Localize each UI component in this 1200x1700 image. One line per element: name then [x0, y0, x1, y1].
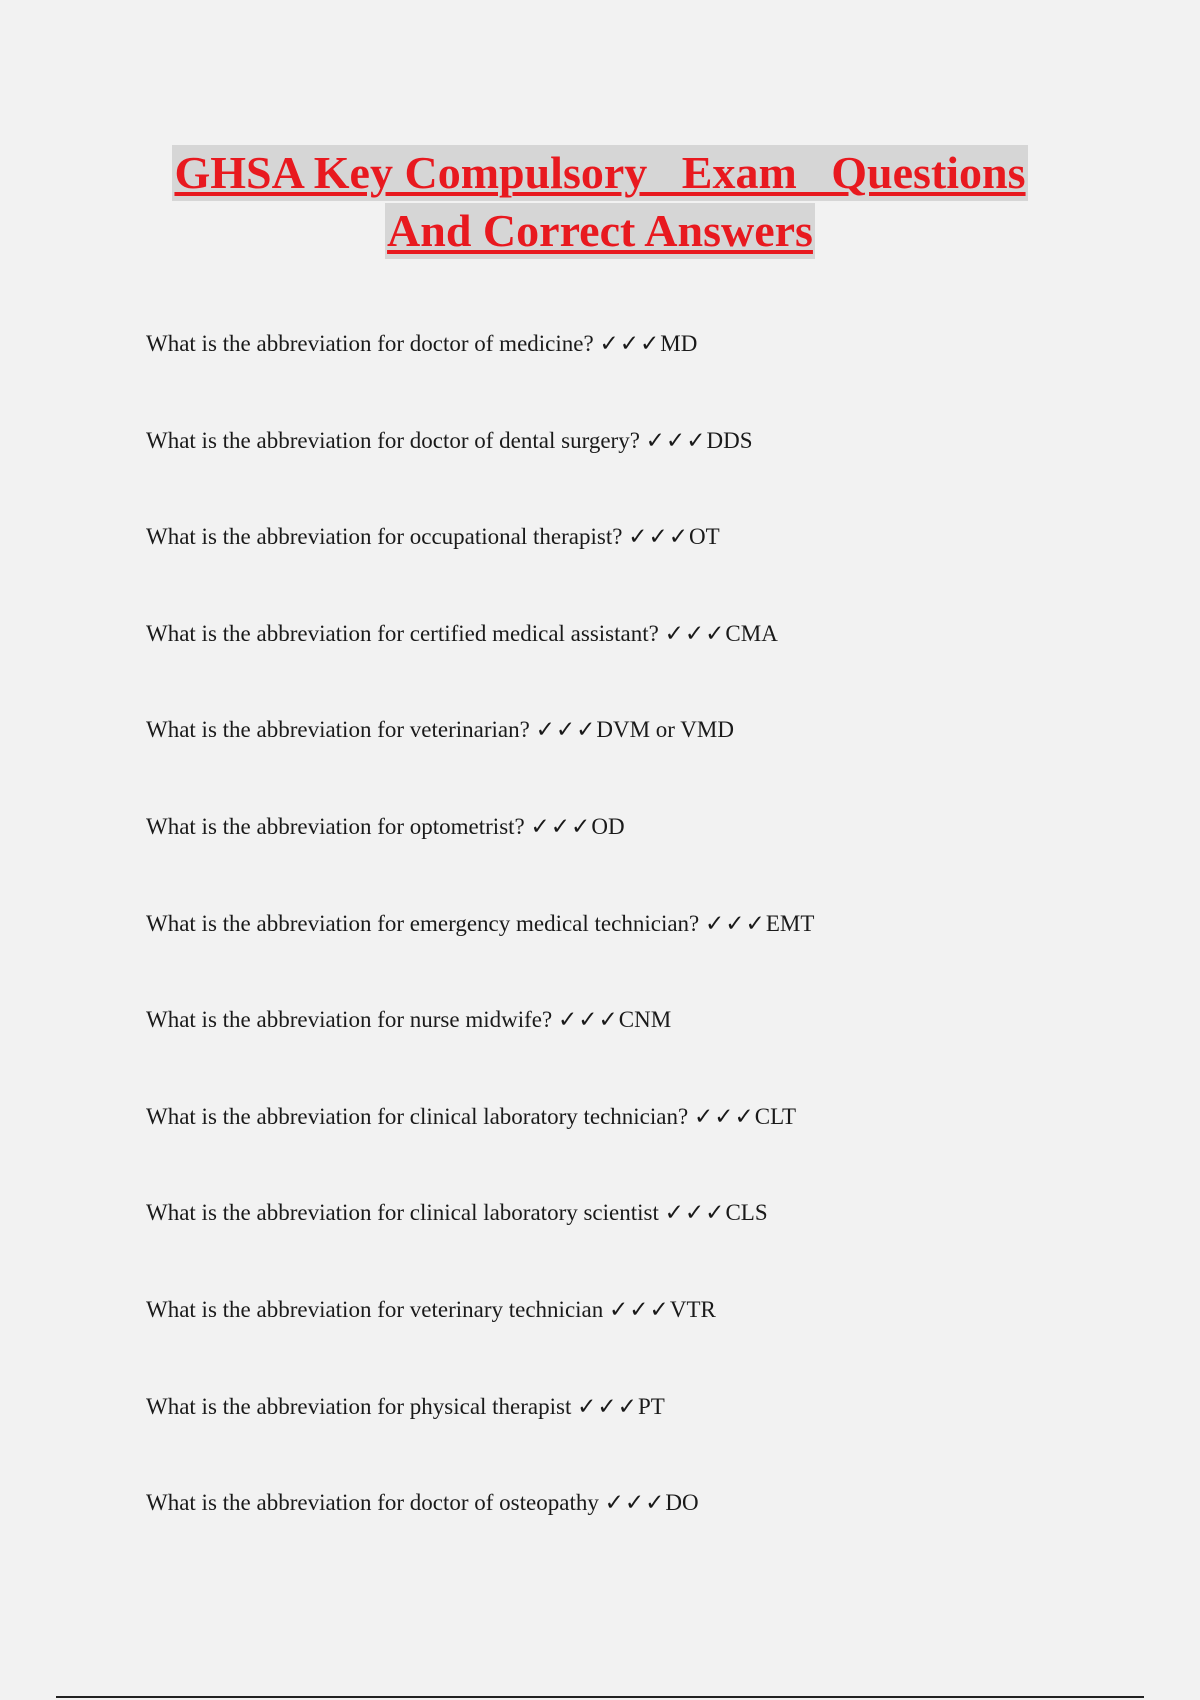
qa-item [146, 808, 1106, 905]
check-marks-icon: ✓✓✓ [628, 524, 690, 550]
footer-divider [56, 1696, 1144, 1698]
answer-text: CLT [754, 1103, 797, 1129]
answer-text: CMA [725, 620, 778, 646]
answer-text: EMT [765, 910, 815, 936]
document-title [140, 145, 1060, 261]
qa-item [146, 1291, 1106, 1388]
qa-list [146, 325, 1106, 1581]
answer-text: DO [665, 1490, 699, 1516]
qa-item [146, 905, 1106, 1002]
check-marks-icon: ✓✓✓ [530, 813, 592, 839]
question-text: What is the abbreviation for clinical laboratory scientist [146, 1200, 659, 1226]
answer-text: VTR [669, 1296, 716, 1322]
question-text: What is the abbreviation for doctor of osteopathy [146, 1490, 599, 1516]
question-text: What is the abbreviation for clinical laboratory technician? [146, 1103, 689, 1129]
question-text: What is the abbreviation for doctor of dental surgery? [146, 427, 640, 453]
check-marks-icon: ✓✓✓ [577, 1393, 638, 1419]
question-text: What is the abbreviation for veterinary technician [146, 1296, 604, 1322]
title-line-1: GHSA Key Compulsory Exam Questions [172, 145, 1027, 201]
qa-item [146, 1194, 1106, 1291]
qa-item [146, 1098, 1106, 1195]
check-marks-icon: ✓✓✓ [599, 331, 661, 356]
question-text: What is the abbreviation for veterinarian? [146, 717, 530, 743]
qa-item [146, 518, 1106, 615]
answer-text: MD [660, 331, 698, 356]
qa-item [146, 325, 1106, 422]
check-marks-icon: ✓✓✓ [609, 1296, 670, 1322]
check-marks-icon: ✓✓✓ [557, 1007, 619, 1033]
question-text: What is the abbreviation for emergency medical technician? [146, 910, 700, 936]
check-marks-icon: ✓✓✓ [535, 717, 597, 743]
title-line-2: And Correct Answers [385, 203, 815, 259]
qa-item [146, 615, 1106, 712]
check-marks-icon: ✓✓✓ [645, 427, 707, 453]
question-text: What is the abbreviation for nurse midwife? [146, 1007, 553, 1033]
qa-item [146, 422, 1106, 519]
answer-text: DVM or VMD [596, 717, 734, 743]
question-text: What is the abbreviation for physical therapist [146, 1393, 572, 1419]
qa-item [146, 1484, 1106, 1581]
check-marks-icon: ✓✓✓ [664, 620, 726, 646]
check-marks-icon: ✓✓✓ [693, 1103, 755, 1129]
question-text: What is the abbreviation for occupational therapist? [146, 524, 623, 550]
qa-item [146, 1388, 1106, 1485]
answer-text: OT [689, 524, 720, 550]
question-text: What is the abbreviation for certified medical assistant? [146, 620, 659, 646]
answer-text: OD [591, 813, 625, 839]
question-text: What is the abbreviation for doctor of medicine? [146, 331, 594, 356]
answer-text: CLS [725, 1200, 768, 1226]
answer-text: PT [637, 1393, 665, 1419]
check-marks-icon: ✓✓✓ [664, 1200, 726, 1226]
qa-item [146, 711, 1106, 808]
answer-text: DDS [706, 427, 753, 453]
qa-item [146, 1001, 1106, 1098]
check-marks-icon: ✓✓✓ [604, 1490, 666, 1516]
answer-text: CNM [618, 1007, 672, 1033]
question-text: What is the abbreviation for optometrist? [146, 813, 525, 839]
check-marks-icon: ✓✓✓ [705, 910, 766, 936]
